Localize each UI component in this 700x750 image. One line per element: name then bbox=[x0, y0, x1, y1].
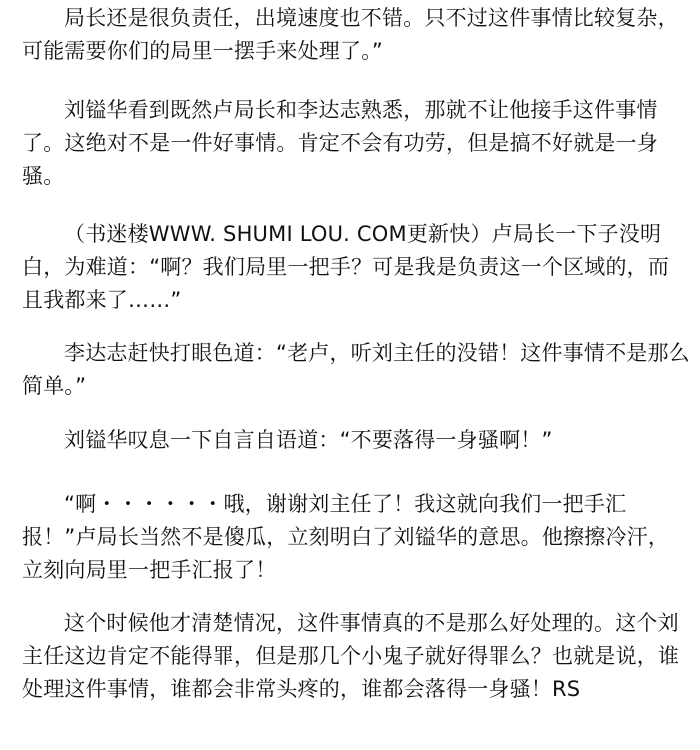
paragraph-5: 刘镒华叹息一下自言自语道：“不要落得一身骚啊！” bbox=[64, 428, 553, 452]
paragraph-6: “啊・・・・・・哦，谢谢刘主任了！我这就向我们一把手汇报！”卢局长当然不是傻瓜，立刻明白了刘镒华的意思。他擦擦冷汗，立刻向局里一把手汇报了！ bbox=[22, 492, 670, 582]
paragraph-2: 刘镒华看到既然卢局长和李达志熟悉，那就不让他接手这件事情了。这绝对不是一件好事情。肯定不会有功劳，但是搞不好就是一身骚。 bbox=[22, 98, 658, 188]
paragraph-7: 这个时候他才清楚情况，这件事情真的不是那么好处理的。这个刘主任这边肯定不能得罪，但是那几个小鬼子就好得罪么？也就是说，谁处理这件事情，谁都会非常头疼的，谁都会落得一身骚！RS bbox=[22, 611, 680, 701]
paragraph-4: 李达志赶快打眼色道：“老卢，听刘主任的没错！这件事情不是那么简单。” bbox=[22, 341, 690, 398]
paragraph-3: （书迷楼WWW. SHUMI LOU. COM更新快）卢局长一下子没明白，为难道：“啊？我们局里一把手？可是我是负责这一个区域的，而且我都来了……” bbox=[22, 222, 670, 312]
paragraph-1: 局长还是很负责任，出境速度也不错。只不过这件事情比较复杂，可能需要你们的局里一摆手来处理了。” bbox=[22, 6, 679, 63]
